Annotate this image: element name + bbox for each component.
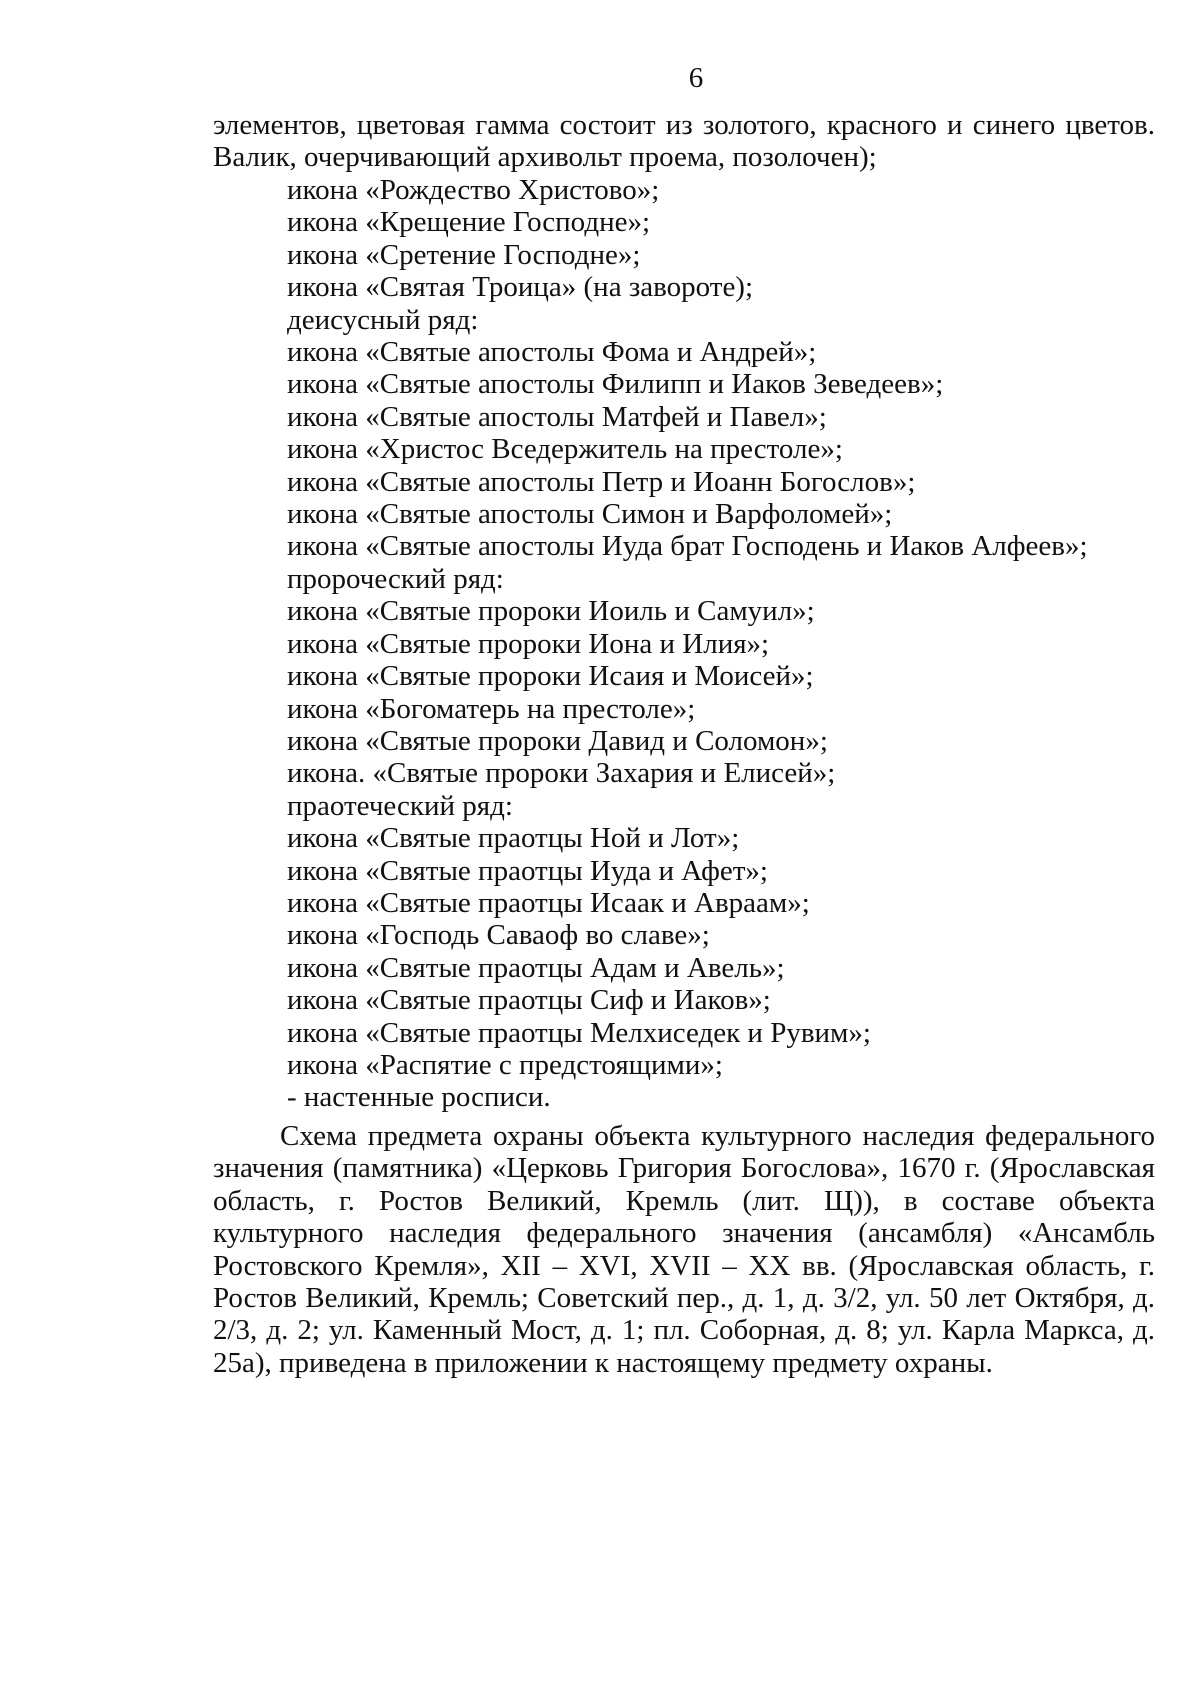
list-item: икона «Рождество Христово»;: [287, 174, 660, 206]
list-item: икона «Святые апостолы Петр и Иоанн Богослов»;: [287, 465, 916, 498]
list-item: икона «Святые праотцы Адам и Авель»;: [287, 951, 785, 984]
list-item: икона «Святые праотцы Исаак и Авраам»;: [287, 886, 810, 919]
list-item: икона «Святые апостолы Филипп и Иаков Зеведеев»;: [287, 368, 944, 401]
list-item: икона «Святые апостолы Матфей и Павел»;: [287, 400, 827, 433]
list-item: икона «Сретение Господне»;: [287, 238, 641, 271]
list-item: икона «Крещение Господне»;: [287, 206, 651, 239]
list-item: икона «Святые праотцы Иуда и Афет»;: [287, 854, 768, 887]
intro-paragraph: элементов, цветовая гамма состоит из золотого, красного и синего цветов. Валик, очерчивающий архивольт проема, позолочен);: [213, 109, 1155, 174]
list-item: икона «Святые пророки Давид и Соломон»;: [287, 724, 828, 757]
list-item: икона «Святые праотцы Мелхиседек и Рувим»;: [287, 1016, 871, 1049]
list-item: икона «Святая Троица» (на завороте);: [287, 271, 754, 304]
list-item: икона «Святые праотцы Сиф и Иаков»;: [287, 984, 771, 1017]
list-item: икона «Распятие с предстоящими»;: [287, 1048, 723, 1081]
list-item: икона «Святые праотцы Ной и Лот»;: [287, 822, 740, 855]
list-heading: праотеческий ряд:: [287, 789, 513, 822]
list-item: икона «Христос Вседержитель на престоле»;: [287, 433, 843, 466]
list-item: икона «Святые пророки Исаия и Моисей»;: [287, 660, 814, 693]
page-number: 6: [688, 62, 704, 94]
list-item: икона «Святые апостолы Симон и Варфоломей»;: [287, 498, 893, 531]
list-item: икона «Богоматерь на престоле»;: [287, 692, 696, 725]
list-item: икона. «Святые пророки Захария и Елисей»;: [287, 757, 836, 790]
list-heading: деисусный ряд:: [287, 303, 479, 336]
iconostasis-list: [287, 174, 1167, 1114]
final-paragraph: Схема предмета охраны объекта культурного наследия федерального значения (памятника) «Церковь Григория Богослова», 1670 г. (Ярославская область, г. Ростов Великий, Кремль (лит. Щ)), в составе объекта культурного наследия федерального значения (ансамбля) «Ансамбль Ростовского Кремля», XII – XVI, XVII – XX вв. (Ярославская область, г. Ростов Великий, Кремль; Советский пер., д. 1, д. 3/2, ул. 50 лет Октября, д. 2/3, д. 2; ул. Каменный Мост, д. 1; пл. Соборная, д. 8; ул. Карла Маркса, д. 25а), приведена в приложении к настоящему предмету охраны.: [213, 1120, 1155, 1379]
list-item: икона «Святые апостолы Фома и Андрей»;: [287, 336, 817, 369]
list-item: - настенные росписи.: [287, 1081, 551, 1114]
list-item: икона «Господь Саваоф во славе»;: [287, 919, 710, 952]
list-heading: пророческий ряд:: [287, 562, 504, 595]
list-item: икона «Святые пророки Иона и Илия»;: [287, 627, 770, 660]
list-item: икона «Святые апостолы Иуда брат Господень и Иаков Алфеев»;: [287, 530, 1088, 563]
list-item: икона «Святые пророки Иоиль и Самуил»;: [287, 595, 815, 628]
